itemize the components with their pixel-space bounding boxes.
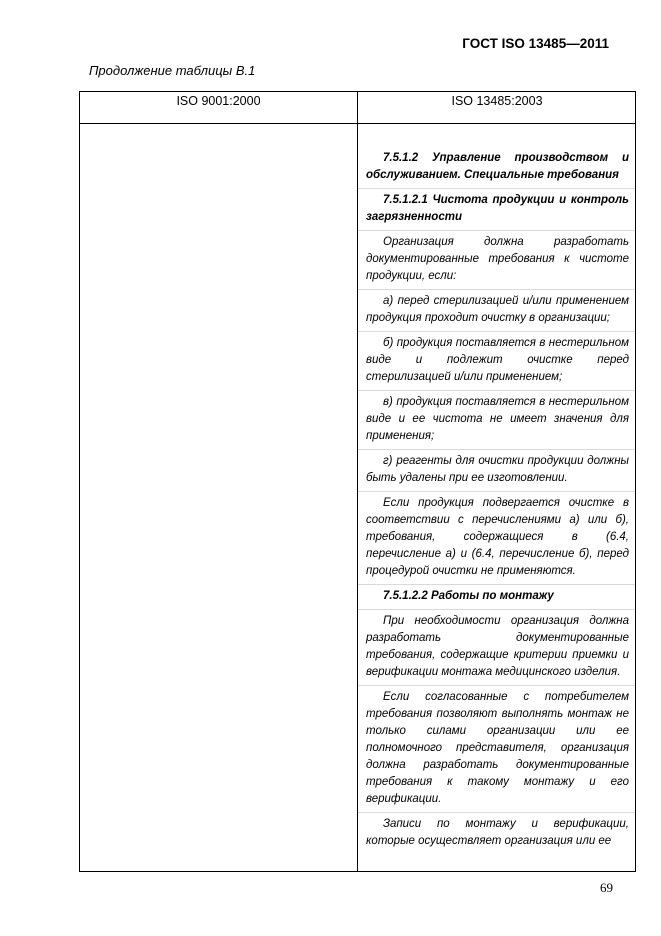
paragraph-text: в) продукция поставляется в нестерильном виде и ее чистота не имеет значения для применения; xyxy=(366,396,629,442)
table-caption: Продолжение таблицы В.1 xyxy=(89,63,256,78)
list-item xyxy=(358,390,635,449)
paragraph-text: г) реагенты для очистки продукции должны быть удалены при ее изготовлении. xyxy=(366,455,629,484)
section-heading xyxy=(358,147,635,188)
paragraph-text: 7.5.1.2.2 Работы по монтажу xyxy=(383,590,554,602)
list-item xyxy=(358,289,635,331)
column-header-iso-9001: ISO 9001:2000 xyxy=(176,94,261,108)
standard-title: ГОСТ ISO 13485—2011 xyxy=(462,36,609,51)
paragraph xyxy=(358,609,635,685)
page-number: 69 xyxy=(600,880,613,895)
right-column-content xyxy=(358,147,635,854)
list-item xyxy=(358,331,635,390)
paragraph xyxy=(358,491,635,584)
paragraph-text: Записи по монтажу и верификации, которые осуществляет организация или ее xyxy=(366,818,629,847)
paragraph-text: б) продукция поставляется в нестерильном виде и подлежит очистке перед стерилизацией и/или применением; xyxy=(366,337,629,383)
comparison-table xyxy=(79,91,636,872)
paragraph-text: а) перед стерилизацией и/или применением продукция проходит очистку в организации; xyxy=(366,295,629,324)
paragraph xyxy=(358,812,635,854)
paragraph-text: 7.5.1.2 Управление производством и обслуживанием. Специальные требования xyxy=(366,152,629,181)
paragraph-text: Если согласованные с потребителем требования позволяют выполнять монтаж не только силами организации или ее полномочного представителя, организация должна разработать документированные требования к такому монтажу и его верификации. xyxy=(366,691,629,805)
paragraph xyxy=(358,230,635,289)
column-header-iso-13485: ISO 13485:2003 xyxy=(451,94,543,108)
paragraph xyxy=(358,685,635,812)
section-heading xyxy=(358,188,635,230)
paragraph-text: Если продукция подвергается очистке в соответствии с перечислениями а) или б), требования, содержащиеся в (6.4, перечисление а) и (6.4, перечисление б), перед процедурой очистки не применяются. xyxy=(366,497,629,577)
table-header-row xyxy=(80,92,635,124)
paragraph-text: При необходимости организация должна разработать документированные требования, содержащие критерии приемки и верификации монтажа медицинского изделия. xyxy=(366,615,629,678)
list-item xyxy=(358,449,635,491)
paragraph-text: Организация должна разработать документированные требования к чистоте продукции, если: xyxy=(366,236,629,282)
section-heading xyxy=(358,584,635,609)
paragraph-text: 7.5.1.2.1 Чистота продукции и контроль загрязненности xyxy=(366,194,629,223)
